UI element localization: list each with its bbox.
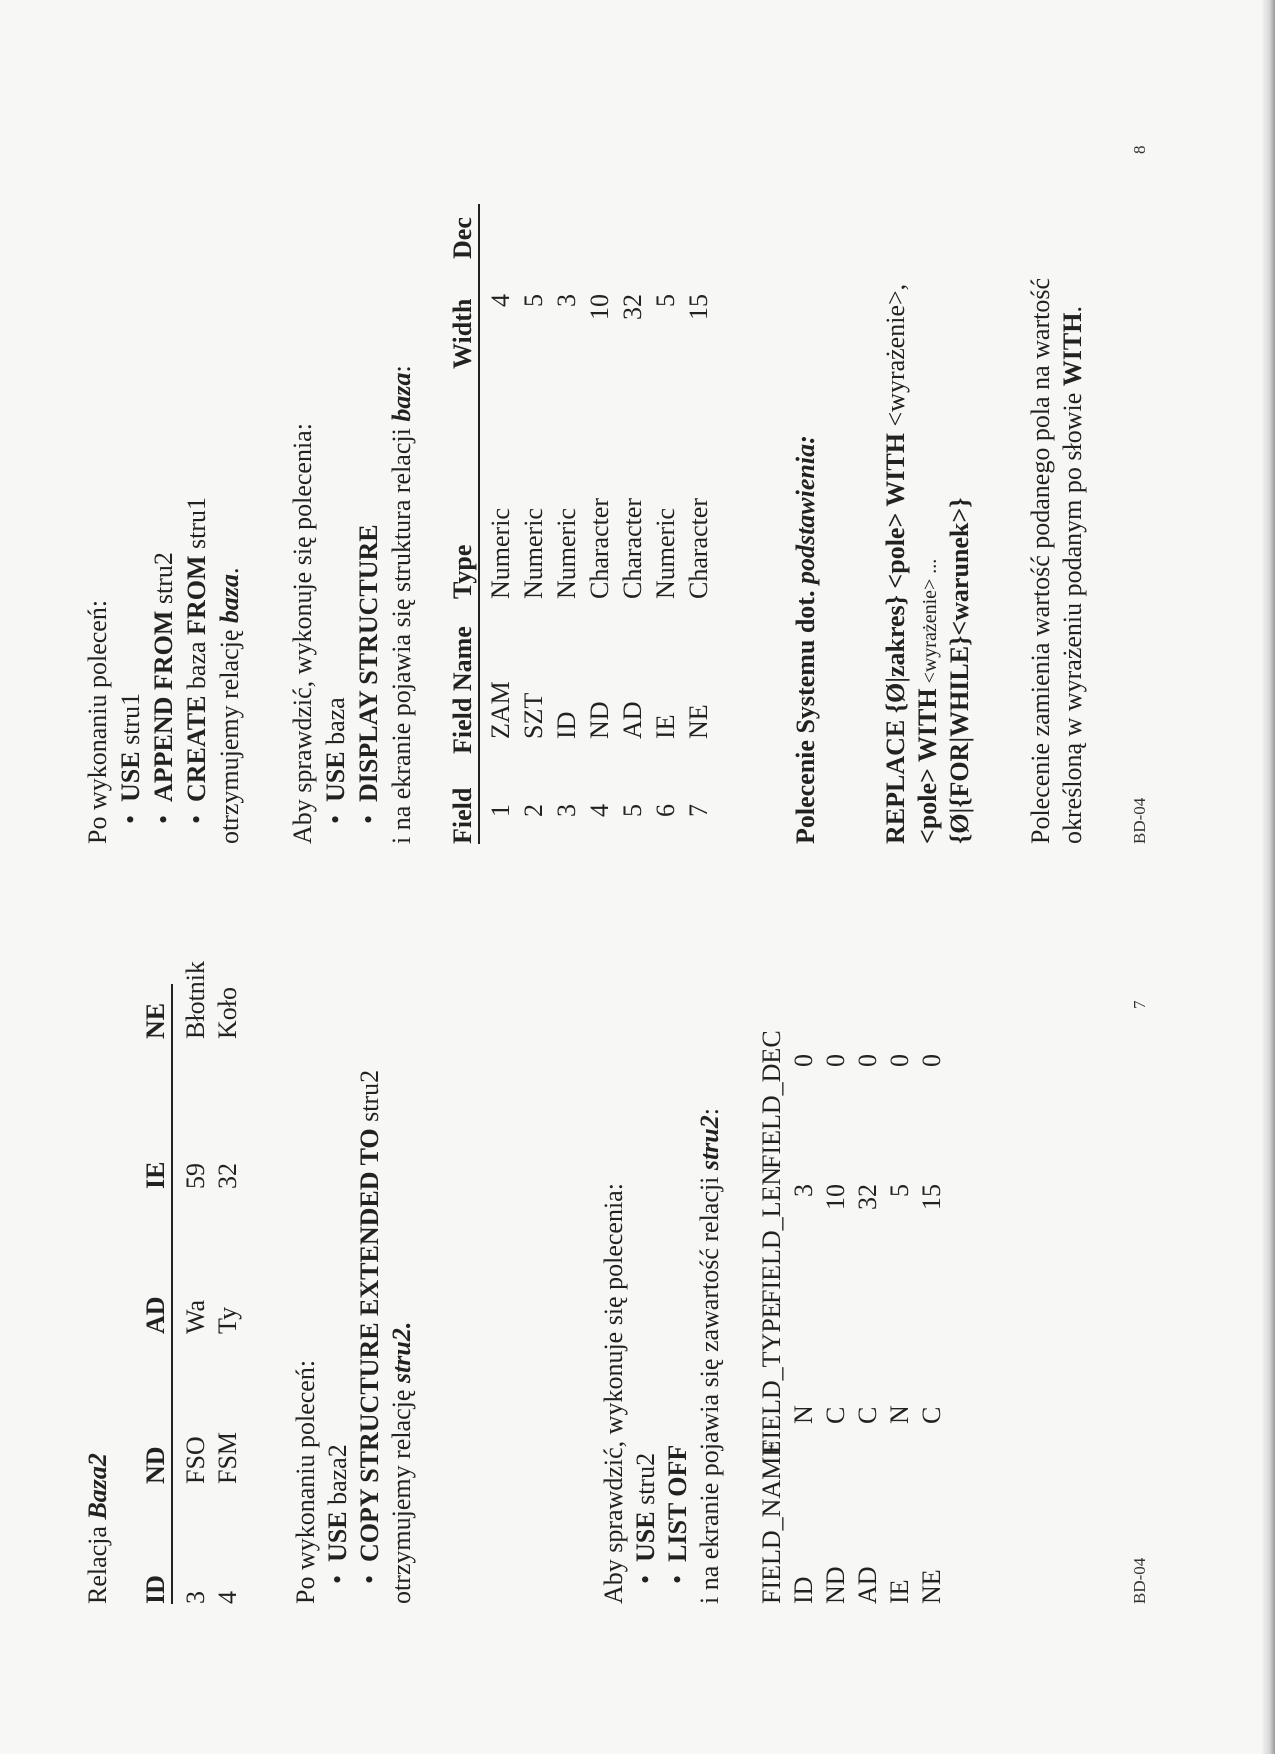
after-commands-label: Po wykonaniu poleceń:: [291, 1359, 320, 1604]
table-cell: 10: [585, 294, 614, 320]
command-keyword: COPY STRUCTURE EXTENDED TO: [355, 1128, 384, 1562]
baza2-header-ne: NE: [141, 1002, 170, 1039]
table-cell: ID: [789, 1576, 818, 1604]
command-argument: stru2: [631, 1452, 660, 1512]
page-number: 7: [1130, 1000, 1149, 1009]
baza2-header-rule: [171, 984, 173, 1604]
command-item: [662, 1445, 693, 1584]
table-cell: ND: [821, 1566, 850, 1604]
screen-relation-name: baza: [387, 372, 416, 422]
replace-syntax-part: <pole> WITH: [913, 688, 942, 844]
table-cell: 5: [519, 294, 548, 307]
description-text: określoną w wyrażeniu podanym po słowie: [1058, 386, 1087, 844]
structure-header-dec: Dec: [448, 217, 477, 259]
table-cell: N: [789, 1405, 818, 1424]
table-cell: 5: [885, 1184, 914, 1197]
command-item: [354, 1070, 385, 1584]
description-line2: [1057, 306, 1088, 844]
table-cell: 0: [885, 1054, 914, 1067]
table-cell: Ty: [213, 1306, 242, 1334]
result-line: [214, 567, 245, 844]
command-item: [322, 1444, 353, 1584]
structure-header-field-name: Field Name: [448, 626, 477, 754]
table-cell: 10: [821, 1184, 850, 1210]
baza2-header-id: ID: [141, 1575, 170, 1604]
table-cell: Numeric: [519, 508, 548, 599]
check-label: Aby sprawdzić, wykonuje się polecenia:: [288, 423, 317, 844]
table-cell: FSO: [181, 1436, 210, 1484]
replace-syntax-part: <wyrażenie>,: [881, 283, 910, 433]
result-relation-name: stru2.: [387, 1321, 416, 1384]
table-cell: 3: [552, 294, 581, 307]
screen-text: i na ekranie pojawia się struktura relacji: [387, 421, 416, 844]
table-cell: Numeric: [486, 508, 515, 599]
system-command-label: Polecenie Systemu dot.: [791, 584, 820, 844]
table-cell: 7: [684, 804, 713, 817]
relation-label: Relacja: [83, 1526, 112, 1604]
bullet-icon: •: [182, 814, 211, 824]
table-cell: 6: [651, 804, 680, 817]
replace-syntax-part: <wyrażenie> ...: [919, 558, 941, 689]
command-keyword: USE: [116, 751, 145, 802]
table-cell: ZAM: [486, 681, 515, 739]
structure-header-field: Field: [448, 787, 477, 844]
system-command-heading: [790, 435, 821, 844]
description-end: .: [1058, 306, 1087, 313]
command-item: [630, 1453, 661, 1584]
table-cell: 3: [789, 1184, 818, 1197]
table-cell: Koło: [213, 987, 242, 1039]
baza2-header-nd: ND: [141, 1446, 170, 1484]
table-cell: IE: [651, 714, 680, 739]
table-cell: 3: [181, 1591, 210, 1604]
check-label: Aby sprawdzić, wykonuje się polecenia:: [599, 1183, 628, 1604]
table-cell: 3: [552, 804, 581, 817]
table-cell: SZT: [519, 692, 548, 739]
bullet-icon: •: [321, 814, 350, 824]
baza2-header-ie: IE: [141, 1161, 170, 1189]
command-keyword: APPEND FROM: [149, 610, 178, 802]
table-cell: AD: [618, 701, 647, 739]
command-keyword: FROM: [182, 555, 211, 635]
table-cell: 15: [917, 1184, 946, 1210]
table-cell: Character: [618, 497, 647, 599]
stru2-header-field-dec: FIELD_DEC: [757, 1030, 786, 1169]
replace-syntax-part: {Ø|zakres} <pole> WITH: [881, 433, 910, 720]
replace-keyword: REPLACE: [881, 719, 910, 844]
footer-code: BD-04: [1130, 797, 1149, 844]
stru2-header-field-name: FIELD_NAME: [757, 1440, 786, 1604]
command-argument: baza: [321, 697, 350, 752]
page-number: 8: [1130, 145, 1149, 154]
command-argument: stru1: [182, 497, 211, 556]
table-cell: 32: [213, 1163, 242, 1189]
bullet-icon: •: [323, 1574, 352, 1584]
screen-relation-name: stru2: [695, 1115, 724, 1171]
table-cell: 0: [853, 1054, 882, 1067]
stru2-header-field-len: FIELD_LEN: [757, 1166, 786, 1304]
bullet-icon: •: [354, 814, 383, 824]
command-keyword: DISPLAY STRUCTURE: [354, 524, 383, 802]
result-text: otrzymujemy relację: [215, 623, 244, 844]
replace-syntax-line3: {Ø|{FOR|WHILE}<warunek>}: [945, 497, 974, 844]
command-item: [181, 497, 212, 824]
table-cell: C: [821, 1406, 850, 1424]
table-cell: AD: [853, 1566, 882, 1604]
screen-line: [694, 1108, 725, 1604]
relation-title: [82, 1453, 113, 1604]
table-cell: 0: [821, 1054, 850, 1067]
command-argument: stru2: [355, 1069, 384, 1129]
structure-header-width: Width: [448, 298, 477, 369]
command-item: [353, 524, 384, 824]
table-cell: NE: [684, 704, 713, 739]
table-cell: 0: [917, 1054, 946, 1067]
screen-suffix: :: [695, 1108, 724, 1116]
table-cell: C: [917, 1406, 946, 1424]
command-keyword: LIST OFF: [663, 1444, 692, 1562]
stru2-header-field-type: FIELD_TYPE: [757, 1302, 786, 1454]
bullet-icon: •: [663, 1574, 692, 1584]
table-cell: 5: [618, 804, 647, 817]
footer-code: BD-04: [1130, 1557, 1149, 1604]
table-cell: 0: [789, 1054, 818, 1067]
structure-header-rule: [478, 204, 480, 844]
result-line: [386, 1322, 417, 1604]
result-text: otrzymujemy relację: [387, 1383, 416, 1604]
result-suffix: .: [215, 567, 244, 574]
command-keyword: CREATE: [182, 695, 211, 802]
replace-syntax-line1: [880, 284, 911, 844]
command-item: [148, 552, 179, 824]
table-cell: Character: [684, 497, 713, 599]
table-cell: IE: [885, 1579, 914, 1604]
scanner-edge-shadow: [1261, 0, 1275, 1754]
table-cell: 32: [853, 1184, 882, 1210]
command-keyword: USE: [631, 1511, 660, 1562]
command-keyword: USE: [323, 1511, 352, 1562]
command-item: [320, 697, 351, 824]
screen-suffix: :: [387, 365, 416, 373]
table-cell: 4: [486, 294, 515, 307]
table-cell: 15: [684, 294, 713, 320]
screen-line: [386, 365, 417, 844]
command-argument: baza2: [323, 1444, 352, 1512]
table-cell: C: [853, 1406, 882, 1424]
baza2-header-ad: AD: [141, 1296, 170, 1334]
table-cell: 5: [651, 294, 680, 307]
table-cell: Numeric: [552, 508, 581, 599]
bullet-icon: •: [355, 1574, 384, 1584]
table-cell: ND: [585, 701, 614, 739]
system-command-label-em: podstawienia:: [791, 435, 820, 585]
table-cell: 59: [181, 1163, 210, 1189]
description-line1: Polecenie zamienia wartość podanego pola na wartość: [1026, 278, 1055, 844]
table-cell: 4: [585, 804, 614, 817]
description-keyword: WITH: [1058, 312, 1087, 387]
table-cell: Numeric: [651, 508, 680, 599]
table-cell: Błotnik: [181, 960, 210, 1039]
table-cell: Wa: [181, 1300, 210, 1334]
table-cell: 1: [486, 804, 515, 817]
table-cell: ID: [552, 711, 581, 739]
result-relation-name: baza: [215, 573, 244, 624]
structure-header-type: Type: [448, 544, 477, 599]
table-cell: 4: [213, 1591, 242, 1604]
screen-text: i na ekranie pojawia się zawartość relacji: [695, 1170, 724, 1604]
bullet-icon: •: [149, 814, 178, 824]
bullet-icon: •: [116, 814, 145, 824]
table-cell: Character: [585, 497, 614, 599]
replace-syntax-line2: [912, 559, 943, 844]
relation-name: Baza2: [83, 1453, 112, 1520]
command-argument: stru2: [149, 552, 178, 611]
table-cell: 32: [618, 294, 647, 320]
command-argument: stru1: [116, 692, 145, 752]
command-argument: baza: [182, 634, 211, 696]
table-cell: NE: [917, 1569, 946, 1604]
after-commands-label: Po wykonaniu poleceń:: [83, 599, 112, 844]
bullet-icon: •: [631, 1574, 660, 1584]
table-cell: N: [885, 1405, 914, 1424]
table-cell: FSM: [213, 1431, 242, 1484]
table-cell: 2: [519, 804, 548, 817]
command-keyword: USE: [321, 751, 350, 802]
command-item: [115, 693, 146, 824]
